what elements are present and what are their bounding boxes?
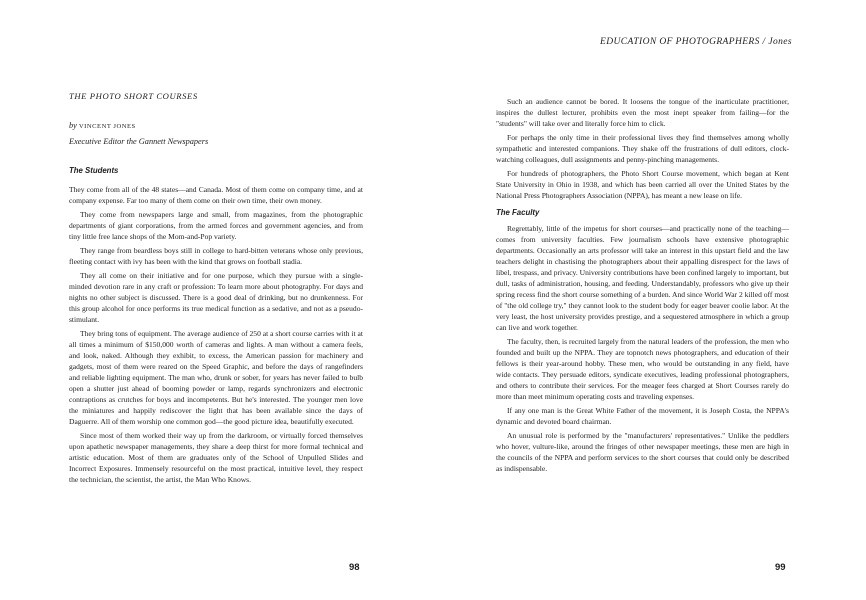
paragraph: For hundreds of photographers, the Photo Short Course movement, which began at Kent State University in Ohio in 1938, and which has been carried all over the United States by the National Press Photographers Association (NPPA), has meant a new lease on life.	[496, 169, 789, 200]
page-number-right: 99	[775, 562, 786, 573]
running-head: EDUCATION OF PHOTOGRAPHERS / Jones	[600, 37, 792, 47]
paragraph: For perhaps the only time in their professional lives they find themselves among wholly sympathetic and interested companions. They shake off the frustrations of dull editors, clock-watching colleagues, dull assignments and penny-pinching managements.	[496, 133, 789, 164]
paragraph: They range from beardless boys still in college to hard-bitten veterans whose only previous, fleeting contact with ivy has been with the kind that grows on football stadia.	[69, 246, 363, 266]
paragraph: Such an audience cannot be bored. It loosens the tongue of the inarticulate practitioner, inspires the dullest lecturer, prohibits even the most inept speaker from failing—for the "students" will take over and literally force him to click.	[496, 97, 789, 128]
author-name: VINCENT JONES	[78, 123, 136, 130]
paragraph: An unusual role is performed by the "manufacturers' representatives." Unlike the peddlers who hover, vulture-like, around the fringes of other newspaper meetings, these men are high in the councils of the NPPA and perform services to the short courses that could only be described as indispensable.	[496, 431, 789, 473]
byline-by: by	[69, 121, 77, 130]
byline	[69, 121, 136, 130]
article-title: THE PHOTO SHORT COURSES	[69, 91, 198, 101]
paragraph: They bring tons of equipment. The average audience of 250 at a short course carries with it at all times a minimum of $150,000 worth of cameras and lights. A man without a camera feels, and look, naked. Although they exhibit, to excess, the American passion for machinery and gadgets, most of them were reared on the Speed Graphic, and before the days of rangefinders and reliable lighting equipment. The man who, drunk or sober, for years has never failed to bulb open a shutter just ahead of booming powder or lamp, regards synchronizers and electronic contraptions as crutches for boys and incompetents. But he's interested. The younger men love the miniatures and happily rediscover the light that has been available since the days of Daguerre. All of them worship one common god—the good picture idea, beautifully executed.	[69, 329, 363, 426]
paragraph: They all come on their initiative and for one purpose, which they pursue with a single-minded devotion rare in any craft or profession: To learn more about photography. For days and nights no other subject is discussed. There is a good deal of drinking, but no drunkenness. For this group alcohol for once performs its true medical function as a sedative, and not as a pseudo-stimulant.	[69, 271, 363, 324]
paragraph: They come from newspapers large and small, from magazines, from the photographic departments of giant corporations, from the armed forces and government agencies, and from tiny little free lance shops of the Mom-and-Pop variety.	[69, 210, 363, 241]
paragraph: If any one man is the Great White Father of the movement, it is Joseph Costa, the NPPA's dynamic and devoted board chairman.	[496, 406, 789, 426]
right-text-column	[496, 96, 789, 477]
paragraph: Since most of them worked their way up from the darkroom, or virtually forced themselves upon apathetic newspaper managements, they share a deep thirst for more formal technical and artistic education. Most of them are graduates only of the School of Unpulled Slides and Incorrect Exposures. Immensely resourceful on the most practical, intuitive level, they respect the technician, the scientist, the artist, the Man Who Knows.	[69, 431, 363, 484]
left-text-column	[69, 184, 363, 488]
paragraph: They come from all of the 48 states—and Canada. Most of them come on company time, and at company expense. Far too many of them come on their own time, their own money.	[69, 185, 363, 205]
paragraph: Regrettably, little of the impetus for short courses—and practically none of the teaching—comes from university faculties. Few journalism schools have extensive photographic departments. Occasionally an arts professor will take an interest in this upstart field and the law teachers delight in chastising the photographers about their appalling disrespect for the laws of libel, trespass, and privacy. University contributions have been confined largely to important, but dull, tasks of administration, housing, and feeding. Understandably, professors who give up their spring recess find the short course something of a burden. And since World War 2 killed off most of "the old college try," they cannot look to the student body for eager beaver coolie labor. At the very least, the host university provides prestige, and a sequestered atmosphere in which a group can live and work together.	[496, 224, 789, 332]
section-heading-faculty: The Faculty	[496, 208, 540, 217]
paragraph: The faculty, then, is recruited largely from the natural leaders of the profession, the men who founded and built up the NPPA. They are topnotch news photographers, and education of their fellows is their year-around hobby. These men, who would be outstanding in any field, have wide contacts. They persuade editors, syndicate executives, leading professional photographers, and others to contribute their services. For the meager fees charged at Short Courses rarely do more than meet minimum operating costs and traveling expenses.	[496, 337, 789, 401]
right-page	[433, 0, 866, 600]
author-affiliation: Executive Editor the Gannett Newspapers	[69, 137, 209, 146]
page-number-left: 98	[349, 562, 360, 573]
section-heading-students: The Students	[69, 166, 119, 175]
